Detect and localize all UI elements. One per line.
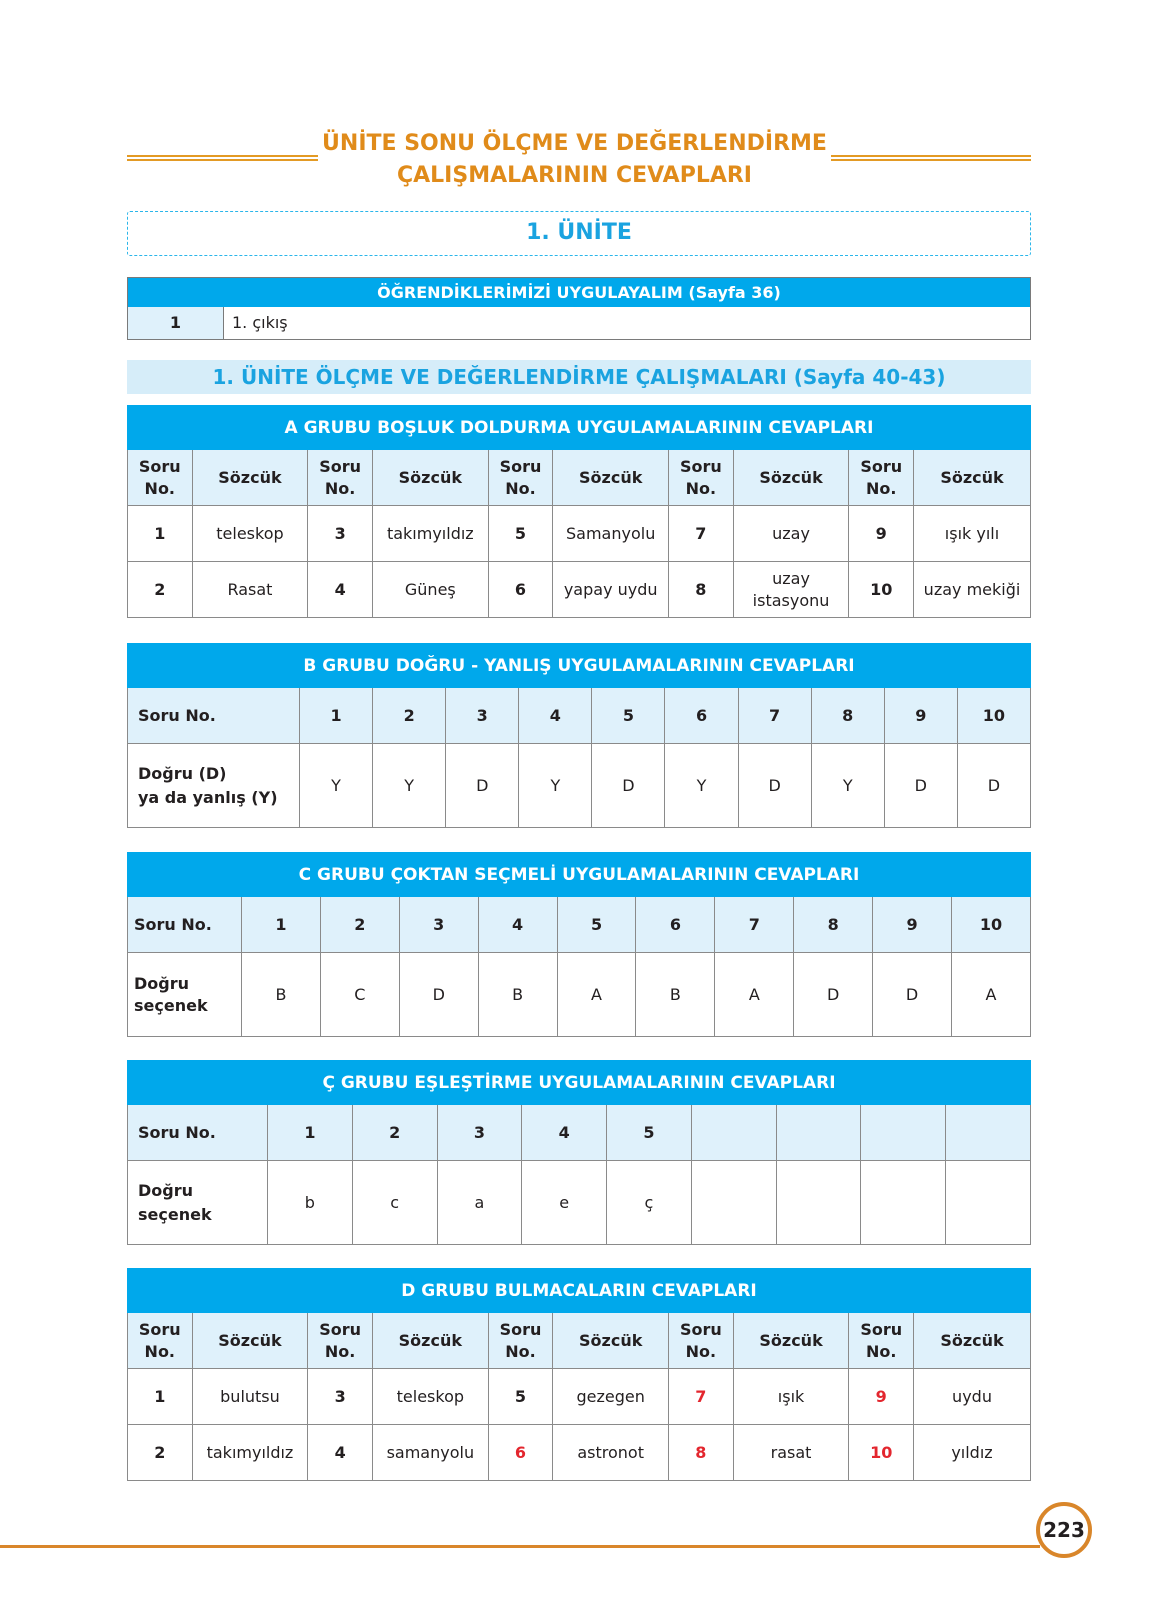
sozcuk-header: Sözcük: [192, 450, 308, 506]
answer-value: e: [522, 1161, 607, 1245]
answer-value: D: [592, 744, 665, 828]
soru-no-header: Soru No.: [128, 1313, 193, 1369]
answer-value: Y: [519, 744, 592, 828]
sozcuk-header: Sözcük: [733, 450, 849, 506]
answer-value: D: [957, 744, 1030, 828]
soru-no-header: Soru No.: [308, 1313, 373, 1369]
dogru-yanlis-label: Doğru (D) ya da yanlış (Y): [128, 744, 300, 828]
question-number: 1: [128, 1369, 193, 1425]
answer-value: C: [320, 953, 399, 1037]
answer-word: samanyolu: [372, 1425, 488, 1481]
group-d-caption: D GRUBU BULMACALARIN CEVAPLARI: [128, 1269, 1031, 1313]
question-number: 3: [308, 1369, 373, 1425]
question-number: 7: [669, 506, 734, 562]
question-number: 9: [873, 897, 952, 953]
empty-cell: [861, 1105, 946, 1161]
page-title-block: [127, 128, 1031, 192]
answer-value: b: [268, 1161, 353, 1245]
group-b-table: [127, 643, 1031, 828]
sozcuk-header: Sözcük: [733, 1313, 849, 1369]
answer-word: Güneş: [372, 562, 488, 618]
table-row: [128, 1161, 1031, 1245]
ogrendiklerimiz-table: [127, 277, 1031, 340]
question-number: 8: [669, 562, 734, 618]
soru-no-header: Soru No.: [669, 450, 734, 506]
empty-cell: [776, 1105, 861, 1161]
question-number: 10: [952, 897, 1031, 953]
question-number: 7: [738, 688, 811, 744]
answer-value: D: [399, 953, 478, 1037]
table-header-row: [128, 1313, 1031, 1369]
question-number: 4: [308, 562, 373, 618]
table-header-row: [128, 1105, 1031, 1161]
sozcuk-header: Sözcük: [914, 450, 1031, 506]
question-number: 1: [128, 506, 193, 562]
soru-no-label: Soru No.: [128, 688, 300, 744]
question-number: 6: [665, 688, 738, 744]
answer-value: D: [873, 953, 952, 1037]
sozcuk-header: Sözcük: [553, 1313, 669, 1369]
question-number: 4: [519, 688, 592, 744]
answer-value: D: [794, 953, 873, 1037]
answer-value: Y: [373, 744, 446, 828]
group-cc-table: [127, 1060, 1031, 1245]
page-number: 223: [1036, 1502, 1092, 1558]
table-header-row: [128, 688, 1031, 744]
table-row: [128, 744, 1031, 828]
answer-value: D: [884, 744, 957, 828]
question-number: 8: [794, 897, 873, 953]
question-number: 8: [669, 1425, 734, 1481]
answer-word: Rasat: [192, 562, 308, 618]
soru-no-label: Soru No.: [128, 1105, 268, 1161]
answer-word: ışık: [733, 1369, 849, 1425]
sozcuk-header: Sözcük: [553, 450, 669, 506]
group-a-caption: A GRUBU BOŞLUK DOLDURMA UYGULAMALARININ CEVAPLARI: [128, 406, 1031, 450]
empty-cell: [691, 1161, 776, 1245]
answer-value: B: [242, 953, 321, 1037]
empty-cell: [946, 1161, 1031, 1245]
soru-no-header: Soru No.: [669, 1313, 734, 1369]
question-number: 7: [715, 897, 794, 953]
question-number: 1: [300, 688, 373, 744]
question-number: 4: [308, 1425, 373, 1481]
answer-word: takımyıldız: [192, 1425, 308, 1481]
question-number: 3: [308, 506, 373, 562]
question-number: 3: [446, 688, 519, 744]
title-rule-right: [831, 155, 1031, 161]
empty-cell: [861, 1161, 946, 1245]
group-d-table: [127, 1268, 1031, 1481]
question-number: 3: [437, 1105, 522, 1161]
group-c-caption: C GRUBU ÇOKTAN SEÇMELİ UYGULAMALARININ CEVAPLARI: [128, 853, 1031, 897]
question-number: 10: [849, 1425, 914, 1481]
answer-value: A: [952, 953, 1031, 1037]
soru-no-header: Soru No.: [849, 450, 914, 506]
question-number: 5: [488, 506, 553, 562]
question-number: 10: [849, 562, 914, 618]
empty-cell: [691, 1105, 776, 1161]
table-header-row: [128, 897, 1031, 953]
question-number: 5: [592, 688, 665, 744]
answer-text: 1. çıkış: [232, 313, 288, 332]
question-number: 6: [488, 1425, 553, 1481]
answer-word: yıldız: [914, 1425, 1031, 1481]
ogrendiklerimiz-header: ÖĞRENDİKLERİMİZİ UYGULAYALIM (Sayfa 36): [128, 278, 1030, 307]
table-header-row: [128, 450, 1031, 506]
question-number: 1: [128, 307, 224, 339]
question-number: 4: [478, 897, 557, 953]
page-title-line-1: ÜNİTE SONU ÖLÇME VE DEĞERLENDİRME: [322, 131, 827, 156]
dogru-secenek-label: Doğru seçenek: [128, 1161, 268, 1245]
sozcuk-header: Sözcük: [372, 1313, 488, 1369]
answer-value: ç: [607, 1161, 692, 1245]
sozcuk-header: Sözcük: [372, 450, 488, 506]
empty-cell: [946, 1105, 1031, 1161]
question-number: 10: [957, 688, 1030, 744]
table-row: [128, 506, 1031, 562]
page-title-line-2: ÇALIŞMALARININ CEVAPLARI: [396, 163, 752, 188]
soru-no-label: Soru No.: [128, 897, 242, 953]
answer-word: teleskop: [192, 506, 308, 562]
answer-word: uydu: [914, 1369, 1031, 1425]
table-row: [128, 307, 1030, 339]
question-number: 9: [849, 506, 914, 562]
question-number: 2: [352, 1105, 437, 1161]
question-number: 9: [884, 688, 957, 744]
table-row: [128, 1425, 1031, 1481]
unit-heading: 1. ÜNİTE: [127, 211, 1031, 256]
group-c-table: [127, 852, 1031, 1037]
answer-value: a: [437, 1161, 522, 1245]
answer-word: Samanyolu: [553, 506, 669, 562]
answer-word: yapay uydu: [553, 562, 669, 618]
question-number: 6: [636, 897, 715, 953]
section-title: 1. ÜNİTE ÖLÇME VE DEĞERLENDİRME ÇALIŞMALARI (Sayfa 40-43): [127, 360, 1031, 394]
sozcuk-header: Sözcük: [192, 1313, 308, 1369]
page-title: [318, 128, 831, 192]
answer-value: B: [478, 953, 557, 1037]
soru-no-header: Soru No.: [488, 1313, 553, 1369]
table-row: [128, 1369, 1031, 1425]
question-number: 9: [849, 1369, 914, 1425]
soru-no-header: Soru No.: [488, 450, 553, 506]
question-number: 2: [320, 897, 399, 953]
table-row: [128, 953, 1031, 1037]
answer-value: D: [738, 744, 811, 828]
question-number: 5: [557, 897, 636, 953]
answer-word: gezegen: [553, 1369, 669, 1425]
question-number: 2: [128, 1425, 193, 1481]
empty-cell: [776, 1161, 861, 1245]
dogru-secenek-label: Doğru seçenek: [128, 953, 242, 1037]
group-a-table: [127, 405, 1031, 618]
answer-value: B: [636, 953, 715, 1037]
footer-rule: [0, 1545, 1040, 1548]
question-number: 4: [522, 1105, 607, 1161]
answer-value: Y: [811, 744, 884, 828]
question-number: 5: [607, 1105, 692, 1161]
question-number: 2: [373, 688, 446, 744]
question-number: 2: [128, 562, 193, 618]
question-number: 1: [242, 897, 321, 953]
answer-word: astronot: [553, 1425, 669, 1481]
answer-value: Y: [665, 744, 738, 828]
answer-word: uzay: [733, 506, 849, 562]
sozcuk-header: Sözcük: [914, 1313, 1031, 1369]
answer-value: Y: [300, 744, 373, 828]
answer-value: A: [557, 953, 636, 1037]
answer-word: takımyıldız: [372, 506, 488, 562]
group-cc-caption: Ç GRUBU EŞLEŞTİRME UYGULAMALARININ CEVAPLARI: [128, 1061, 1031, 1105]
answer-value: c: [352, 1161, 437, 1245]
soru-no-header: Soru No.: [308, 450, 373, 506]
question-number: 5: [488, 1369, 553, 1425]
title-rule-left: [127, 155, 318, 161]
answer-value: D: [446, 744, 519, 828]
answer-word: uzay istasyonu: [733, 562, 849, 618]
answer-word: uzay mekiği: [914, 562, 1031, 618]
answer-word: rasat: [733, 1425, 849, 1481]
answer-value: A: [715, 953, 794, 1037]
soru-no-header: Soru No.: [849, 1313, 914, 1369]
question-number: 1: [268, 1105, 353, 1161]
question-number: 6: [488, 562, 553, 618]
answer-word: teleskop: [372, 1369, 488, 1425]
answer-word: bulutsu: [192, 1369, 308, 1425]
group-b-caption: B GRUBU DOĞRU - YANLIŞ UYGULAMALARININ CEVAPLARI: [128, 644, 1031, 688]
soru-no-header: Soru No.: [128, 450, 193, 506]
table-row: [128, 562, 1031, 618]
question-number: 3: [399, 897, 478, 953]
question-number: 7: [669, 1369, 734, 1425]
question-number: 8: [811, 688, 884, 744]
answer-word: ışık yılı: [914, 506, 1031, 562]
